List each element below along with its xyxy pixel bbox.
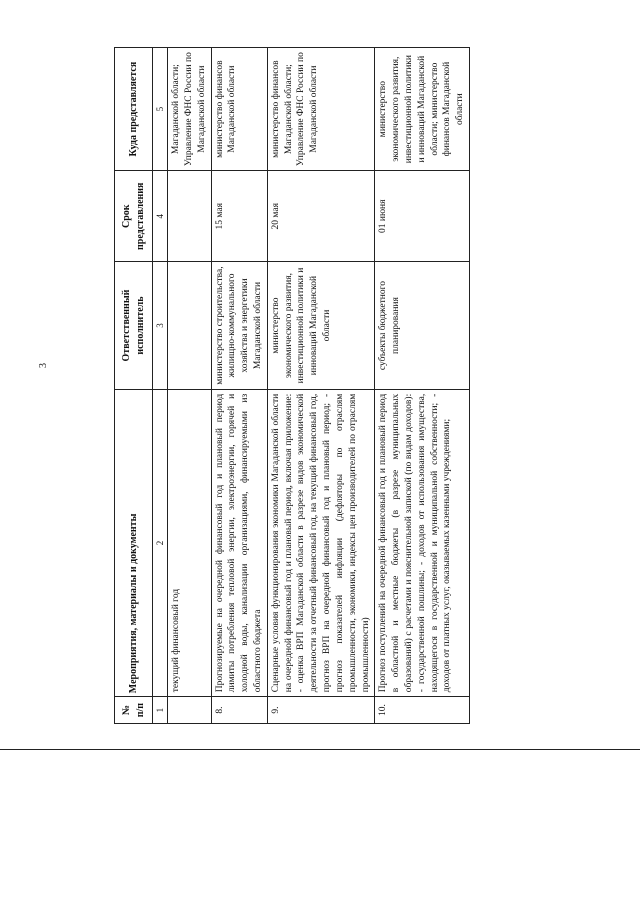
destination-cell: Магаданской области; Управление ФНС России по Магаданской области [168, 48, 211, 171]
header-deadline: Срок представления [115, 171, 153, 262]
header-destination: Куда представляется [115, 48, 153, 171]
header-number: № п/п [115, 697, 153, 724]
measure-text: Прогноз поступлений на очередной финансовый год и плановый период в областной и местные бюджеты (в разрезе муниципальных образований) с расчетами и пояснительной запиской (по видам доходов): - государственной пошлины; - доходов от использования имущества, находящегося в государственной и муниципальной собственности; - доходов от платных услуг, оказываемых казенными учреждениями; [375, 389, 470, 696]
column-number: 1 [153, 697, 168, 724]
deadline-cell: 15 мая [211, 171, 267, 262]
row-number: 8. [211, 697, 267, 724]
table-row [375, 48, 470, 724]
destination-cell: министерство финансов Магаданской области [211, 48, 267, 171]
measure-text: Прогнозируемые на очередной финансовый год и плановый период лимиты потребления тепловой энергии, электроэнергии, горячей и холодной воды, канализации организациями, финансируемыми из областного бюджета [211, 389, 267, 696]
column-number: 3 [153, 262, 168, 389]
page-divider [0, 749, 640, 750]
measure-text: Сценарные условия функционирования экономики Магаданской области на очередной финансовый год и плановый период, включая приложение: - оценка ВРП Магаданской области в разрезе видов экономической деятельности за отчетный финансовый год, на текущий финансовый год, прогноз ВРП на очередной финансовый год и плановый период; - прогноз показателей инфляции (дефляторы по отраслям промышленности, экономики, индексы цен производителей по отраслям промышленности) [267, 389, 375, 696]
executor-cell: субъекты бюджетного планирования [375, 262, 470, 389]
destination-cell: министерство финансов Магаданской области; Управление ФНС России по Магаданской области [267, 48, 375, 171]
executor-cell: министерство строительства, жилищно-коммунального хозяйства и энергетики Магаданской области [211, 262, 267, 389]
row-number: 9. [267, 697, 375, 724]
table-row [211, 48, 267, 724]
rotated-table-block [114, 47, 622, 724]
page-number: 3 [38, 363, 49, 368]
deadline-cell [168, 171, 211, 262]
table-row-continued [168, 48, 211, 724]
measure-text: текущий финансовый год [168, 389, 211, 696]
header-row [115, 48, 153, 724]
deadline-cell: 01 июня [375, 171, 470, 262]
executor-cell: министерство экономического развития, инвестиционной политики и инноваций Магаданской области [267, 262, 375, 389]
executor-cell [168, 262, 211, 389]
row-number: 10. [375, 697, 470, 724]
column-number: 4 [153, 171, 168, 262]
measures-table [114, 47, 470, 724]
deadline-cell: 20 мая [267, 171, 375, 262]
header-executor: Ответственный исполнитель [115, 262, 153, 389]
destination-cell: министерство экономического развития, инвестиционной политики и инноваций Магаданской области; министерство финансов Магаданской области [375, 48, 470, 171]
row-number [168, 697, 211, 724]
header-measures: Мероприятия, материалы и документы [115, 389, 153, 696]
column-number-row [153, 48, 168, 724]
column-number: 2 [153, 389, 168, 696]
table-row [267, 48, 375, 724]
column-number: 5 [153, 48, 168, 171]
